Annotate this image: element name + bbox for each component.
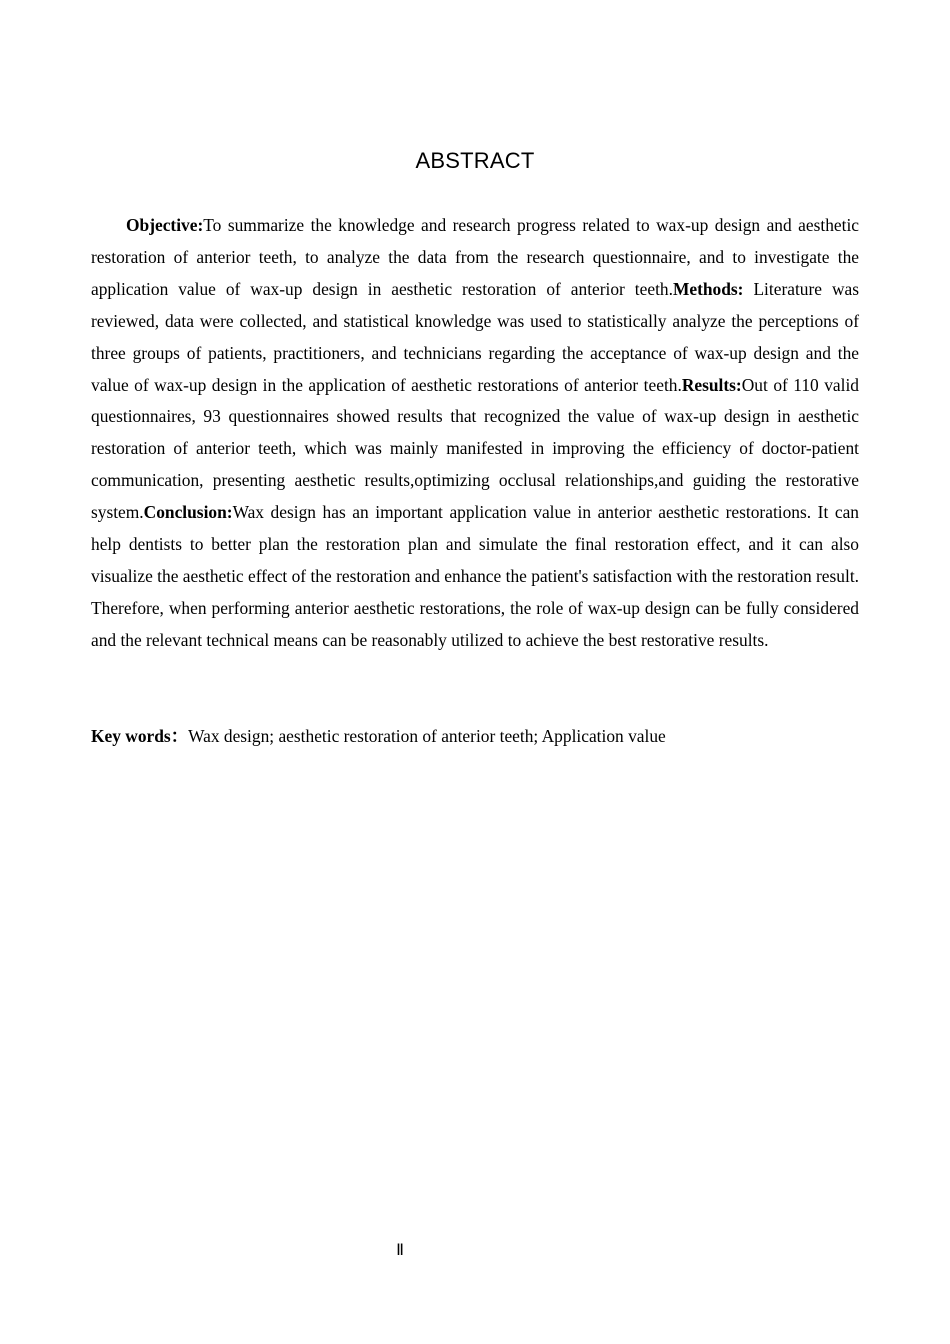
keywords-text: Wax design; aesthetic restoration of anterior teeth; Application value xyxy=(188,726,666,746)
objective-text: To summarize the knowledge and research progress related to wax-up design and aesthetic restoration of anterior teeth, to analyze the data from the research questionnaire, and to investigate the application value of wax-up design in aesthetic restoration of anterior teeth. xyxy=(91,215,859,299)
methods-text: Literature was reviewed, data were collected, and statistical knowledge was used to statistically analyze the perceptions of three groups of patients, practitioners, and technicians regarding the acceptance of wax-up design and the value of wax-up design in the application of aesthetic restorations of anterior teeth. xyxy=(91,278,859,395)
conclusion-label: Conclusion: xyxy=(143,502,233,523)
results-text: Out of 110 valid questionnaires, 93 questionnaires showed results that recognized the value of wax-up design in aesthetic restoration of anterior teeth, which was mainly manifested in improving the efficiency of doctor-patient communication, presenting aesthetic results,optimizing occlusal relationships,and guiding the restorative system. xyxy=(91,374,859,523)
results-label: Results: xyxy=(681,374,742,395)
abstract-body xyxy=(91,210,859,657)
conclusion-text: Wax design has an important application value in anterior aesthetic restorations. It can help dentists to better plan the restoration plan and simulate the final restoration effect, and it can also visualize the aesthetic effect of the restoration and enhance the patient's satisfaction with the restoration result. Therefore, when performing anterior aesthetic restorations, the role of wax-up design can be fully considered and the relevant technical means can be reasonably utilized to achieve the best restorative results. xyxy=(91,502,859,650)
keywords-label: Key words： xyxy=(91,726,189,746)
methods-label: Methods: xyxy=(672,278,744,299)
page-number: Ⅱ xyxy=(396,1242,404,1259)
abstract-title: ABSTRACT xyxy=(415,148,535,173)
keywords-line xyxy=(91,721,859,753)
objective-label: Objective: xyxy=(126,215,204,235)
